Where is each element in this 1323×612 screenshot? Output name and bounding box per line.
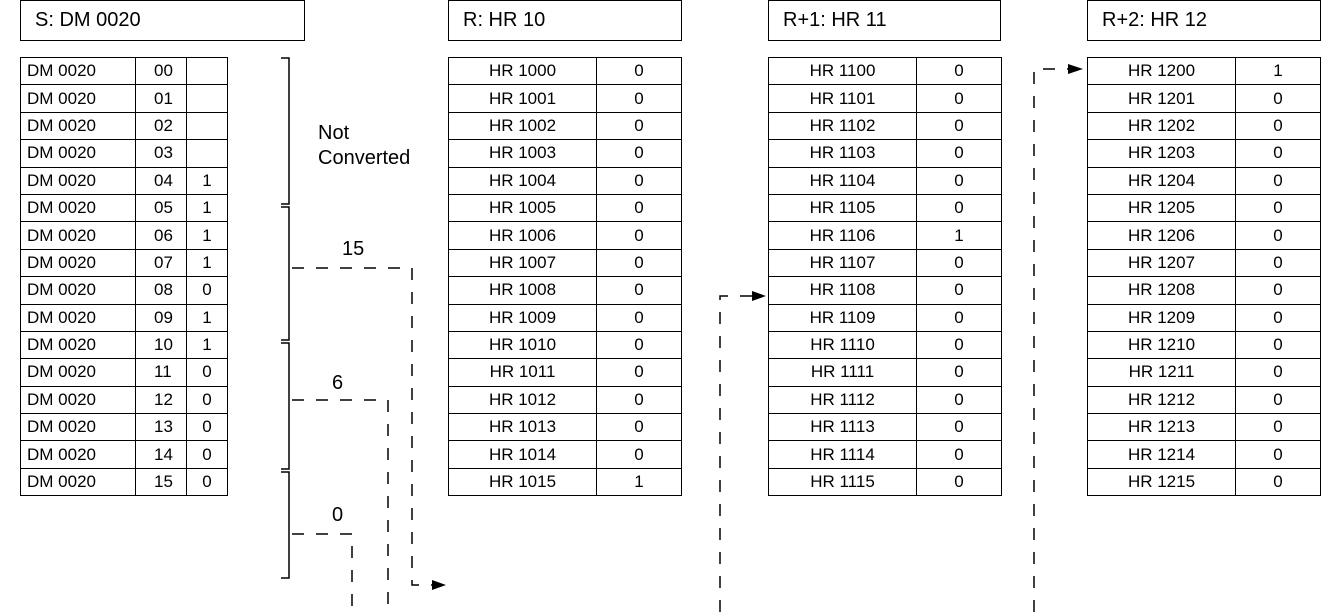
source-value-cell: 1 — [187, 194, 228, 221]
result-bit-cell: HR 1201 — [1088, 85, 1236, 112]
result-value-cell: 0 — [597, 167, 682, 194]
result-bit-cell: HR 1207 — [1088, 249, 1236, 276]
result-bit-cell: HR 1004 — [449, 167, 597, 194]
source-value-cell: 0 — [187, 277, 228, 304]
source-word-cell: DM 0020 — [21, 112, 136, 139]
result-value-cell: 1 — [1236, 58, 1321, 85]
result-value-cell: 0 — [1236, 112, 1321, 139]
result-bit-cell: HR 1215 — [1088, 468, 1236, 495]
r1-header: R+1: HR 11 — [768, 0, 1001, 41]
result-value-cell: 0 — [917, 331, 1002, 358]
result-value-cell: 0 — [917, 140, 1002, 167]
result-value-cell: 0 — [917, 304, 1002, 331]
bracket-bits-08-11 — [281, 343, 289, 469]
result-bit-cell: HR 1208 — [1088, 277, 1236, 304]
result-bit-cell: HR 1202 — [1088, 112, 1236, 139]
result-bit-cell: HR 1108 — [769, 277, 917, 304]
source-word-cell: DM 0020 — [21, 468, 136, 495]
result-bit-cell: HR 1113 — [769, 414, 917, 441]
source-bit-cell: 13 — [136, 414, 187, 441]
result-value-cell: 0 — [917, 167, 1002, 194]
label-not: Not — [318, 122, 350, 144]
result-value-cell: 0 — [1236, 194, 1321, 221]
result-bit-cell: HR 1115 — [769, 468, 917, 495]
result-value-cell: 0 — [597, 140, 682, 167]
result-bit-cell: HR 1006 — [449, 222, 597, 249]
result-bit-cell: HR 1000 — [449, 58, 597, 85]
result-value-cell: 0 — [597, 386, 682, 413]
result-value-cell: 0 — [917, 468, 1002, 495]
result-bit-cell: HR 1205 — [1088, 194, 1236, 221]
result-value-cell: 0 — [597, 222, 682, 249]
result-bit-cell: HR 1001 — [449, 85, 597, 112]
result-value-cell: 0 — [1236, 140, 1321, 167]
result-bit-cell: HR 1209 — [1088, 304, 1236, 331]
result-value-cell: 0 — [917, 194, 1002, 221]
result-value-cell: 0 — [597, 58, 682, 85]
r-header: R: HR 10 — [448, 0, 682, 41]
label-converted: Converted — [318, 147, 411, 169]
result-bit-cell: HR 1109 — [769, 304, 917, 331]
result-bit-cell: HR 1111 — [769, 359, 917, 386]
result-value-cell: 0 — [597, 414, 682, 441]
label-digit-6: 6 — [332, 372, 344, 394]
result-bit-cell: HR 1008 — [449, 277, 597, 304]
result-bit-cell: HR 1103 — [769, 140, 917, 167]
source-value-cell: 1 — [187, 167, 228, 194]
source-bit-cell: 15 — [136, 468, 187, 495]
wire-digit-15 — [292, 268, 432, 585]
result-value-cell: 0 — [917, 441, 1002, 468]
result-value-cell: 0 — [597, 249, 682, 276]
result-bit-cell: HR 1010 — [449, 331, 597, 358]
label-digit-0: 0 — [332, 504, 344, 526]
result-bit-cell: HR 1002 — [449, 112, 597, 139]
result-bit-cell: HR 1014 — [449, 441, 597, 468]
result-value-cell: 0 — [597, 304, 682, 331]
result-bit-cell: HR 1213 — [1088, 414, 1236, 441]
result-value-cell: 0 — [1236, 249, 1321, 276]
result-bit-cell: HR 1200 — [1088, 58, 1236, 85]
result-value-cell: 0 — [1236, 359, 1321, 386]
bracket-bits-04-07 — [281, 207, 289, 340]
result-bit-cell: HR 1012 — [449, 386, 597, 413]
result-bit-cell: HR 1204 — [1088, 167, 1236, 194]
result-bit-cell: HR 1101 — [769, 85, 917, 112]
result-value-cell: 1 — [917, 222, 1002, 249]
result-value-cell: 0 — [597, 359, 682, 386]
source-bit-cell: 00 — [136, 58, 187, 85]
source-bit-cell: 09 — [136, 304, 187, 331]
result-bit-cell: HR 1112 — [769, 386, 917, 413]
result-bit-cell: HR 1214 — [1088, 441, 1236, 468]
result-bit-cell: HR 1206 — [1088, 222, 1236, 249]
arrowhead-hr1106 — [752, 291, 766, 301]
source-value-cell: 0 — [187, 441, 228, 468]
source-word-cell: DM 0020 — [21, 414, 136, 441]
result-bit-cell: HR 1107 — [769, 249, 917, 276]
result-bit-cell: HR 1009 — [449, 304, 597, 331]
result-value-cell: 0 — [1236, 222, 1321, 249]
result-value-cell: 0 — [597, 112, 682, 139]
r2-header: R+2: HR 12 — [1087, 0, 1321, 41]
result-value-cell: 0 — [1236, 468, 1321, 495]
result-bit-cell: HR 1015 — [449, 468, 597, 495]
result-value-cell: 0 — [597, 194, 682, 221]
source-word-cell: DM 0020 — [21, 222, 136, 249]
source-word-cell: DM 0020 — [21, 249, 136, 276]
result-bit-cell: HR 1211 — [1088, 359, 1236, 386]
result-value-cell: 0 — [597, 85, 682, 112]
result-value-cell: 0 — [1236, 304, 1321, 331]
source-word-cell: DM 0020 — [21, 85, 136, 112]
result-bit-cell: HR 1102 — [769, 112, 917, 139]
result-bit-cell: HR 1005 — [449, 194, 597, 221]
result-value-cell: 0 — [917, 249, 1002, 276]
source-value-cell: 0 — [187, 359, 228, 386]
source-value-cell: 0 — [187, 386, 228, 413]
result-value-cell: 0 — [917, 85, 1002, 112]
source-bit-cell: 04 — [136, 167, 187, 194]
source-header: S: DM 0020 — [20, 0, 305, 41]
wire-digit-6-to-hr1106 — [720, 296, 752, 612]
result-bit-cell: HR 1011 — [449, 359, 597, 386]
result-bit-cell: HR 1203 — [1088, 140, 1236, 167]
wire-digit-0 — [292, 534, 352, 612]
result-bit-cell: HR 1110 — [769, 331, 917, 358]
result-value-cell: 0 — [1236, 386, 1321, 413]
result-bit-cell: HR 1013 — [449, 414, 597, 441]
source-bit-cell: 08 — [136, 277, 187, 304]
result-value-cell: 0 — [1236, 331, 1321, 358]
source-word-cell: DM 0020 — [21, 194, 136, 221]
result-value-cell: 0 — [1236, 85, 1321, 112]
arrowhead-hr1200 — [1068, 64, 1083, 74]
arrowhead-hr1015 — [432, 580, 446, 590]
source-word-cell: DM 0020 — [21, 359, 136, 386]
result-bit-cell: HR 1007 — [449, 249, 597, 276]
result-value-cell: 0 — [597, 331, 682, 358]
result-bit-cell: HR 1100 — [769, 58, 917, 85]
result-bit-cell: HR 1210 — [1088, 331, 1236, 358]
source-bit-cell: 02 — [136, 112, 187, 139]
source-bit-cell: 07 — [136, 249, 187, 276]
bracket-bits-00-03 — [281, 58, 289, 204]
source-bit-cell: 12 — [136, 386, 187, 413]
result-bit-cell: HR 1212 — [1088, 386, 1236, 413]
wire-digit-0-to-hr1200 — [1034, 69, 1068, 612]
result-value-cell: 0 — [1236, 441, 1321, 468]
source-bit-cell: 01 — [136, 85, 187, 112]
source-bit-cell: 05 — [136, 194, 187, 221]
result-bit-cell: HR 1114 — [769, 441, 917, 468]
label-digit-15: 15 — [342, 238, 365, 260]
result-bit-cell: HR 1104 — [769, 167, 917, 194]
source-word-cell: DM 0020 — [21, 140, 136, 167]
bracket-bits-12-15 — [281, 472, 289, 578]
source-value-cell: 1 — [187, 331, 228, 358]
result-value-cell: 0 — [1236, 277, 1321, 304]
result-value-cell: 0 — [917, 112, 1002, 139]
result-value-cell: 0 — [917, 386, 1002, 413]
source-word-cell: DM 0020 — [21, 277, 136, 304]
source-word-cell: DM 0020 — [21, 58, 136, 85]
result-bit-cell: HR 1003 — [449, 140, 597, 167]
result-value-cell: 0 — [917, 58, 1002, 85]
source-value-cell: 1 — [187, 222, 228, 249]
source-bit-cell: 03 — [136, 140, 187, 167]
source-value-cell: 0 — [187, 414, 228, 441]
source-value-cell: 1 — [187, 304, 228, 331]
result-value-cell: 0 — [917, 414, 1002, 441]
result-value-cell: 0 — [597, 441, 682, 468]
result-value-cell: 0 — [917, 359, 1002, 386]
result-value-cell: 0 — [1236, 414, 1321, 441]
source-bit-cell: 06 — [136, 222, 187, 249]
source-bit-cell: 11 — [136, 359, 187, 386]
result-value-cell: 0 — [597, 277, 682, 304]
source-bit-cell: 10 — [136, 331, 187, 358]
source-word-cell: DM 0020 — [21, 386, 136, 413]
source-word-cell: DM 0020 — [21, 304, 136, 331]
source-bit-cell: 14 — [136, 441, 187, 468]
source-value-cell: 1 — [187, 249, 228, 276]
result-value-cell: 0 — [917, 277, 1002, 304]
result-bit-cell: HR 1105 — [769, 194, 917, 221]
source-value-cell: 0 — [187, 468, 228, 495]
source-word-cell: DM 0020 — [21, 167, 136, 194]
result-bit-cell: HR 1106 — [769, 222, 917, 249]
source-word-cell: DM 0020 — [21, 331, 136, 358]
source-word-cell: DM 0020 — [21, 441, 136, 468]
result-value-cell: 0 — [1236, 167, 1321, 194]
result-value-cell: 1 — [597, 468, 682, 495]
